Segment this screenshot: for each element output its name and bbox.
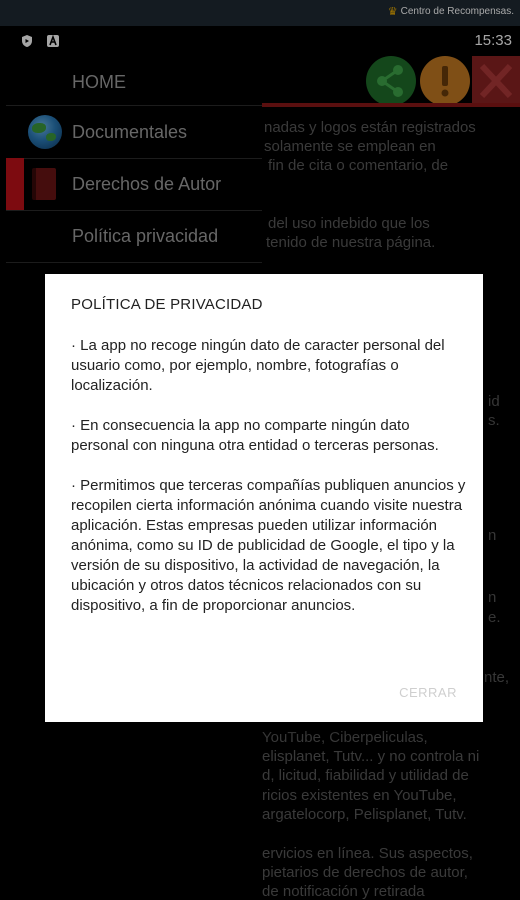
bg-line: s. (488, 412, 500, 429)
privacy-dialog (45, 274, 483, 722)
bg-line: ervicios en línea. Sus aspectos, (262, 845, 473, 862)
crown-icon: ♛ (387, 6, 398, 18)
bg-line: elisplanet, Tutv... y no controla ni (262, 748, 480, 765)
close-dialog-button[interactable]: CERRAR (399, 685, 457, 700)
bg-line: fin de cita o comentario, de (268, 157, 449, 174)
dialog-title: POLÍTICA DE PRIVACIDAD (71, 296, 263, 313)
bg-line: nte, (484, 669, 510, 686)
dialog-paragraph: · Permitimos que terceras compañías publiquen anuncios y recopilen cierta información anónima cuando visite nuestra aplicación. Estas empresas pueden utilizar información anónima, como su ID de publicidad de Google, el tipo y la versión de su dispositivo, la actividad de navegación, la ubicación y otros datos técnicos relacionados con su dispositivo, a fin de proporcionar anuncios. (71, 477, 466, 614)
bg-line: solamente se emplean en (264, 138, 436, 155)
bg-line: de notificación y retirada (262, 883, 425, 900)
bg-line: id (488, 393, 500, 410)
bg-line: nadas y logos están registrados (264, 119, 476, 136)
bg-line: ricios existentes en YouTube, (262, 787, 457, 804)
drawer-item-label: Derechos de Autor (72, 173, 222, 194)
dialog-body (71, 336, 467, 636)
bg-line: pietarios de derechos de autor, (262, 864, 468, 881)
drawer-item-label: Política privacidad (72, 225, 219, 246)
bg-line: n (488, 527, 497, 544)
bg-line: del uso indebido que los (268, 215, 430, 232)
clock: 15:33 (474, 32, 512, 49)
dialog-paragraph: · La app no recoge ningún dato de caracter personal del usuario como, por ejemplo, nombre, fotografías o localización. (71, 337, 445, 394)
bg-line: argatelocorp, Pelisplanet, Tutv. (262, 806, 467, 823)
bg-line: e. (488, 609, 501, 626)
bg-line: d, licitud, fiabilidad y utilidad de (262, 767, 469, 784)
bg-line: YouTube, Ciberpeliculas, (262, 729, 428, 746)
bg-line: tenido de nuestra página. (266, 234, 436, 251)
rewards-label: Centro de Recompensas. (400, 6, 514, 17)
dialog-paragraph: · En consecuencia la app no comparte ningún dato personal con ninguna otra entidad o terceras personas. (71, 417, 439, 454)
drawer-item-label: HOME (72, 71, 126, 92)
bg-line: n (488, 589, 497, 606)
drawer-item-label: Documentales (72, 121, 188, 142)
